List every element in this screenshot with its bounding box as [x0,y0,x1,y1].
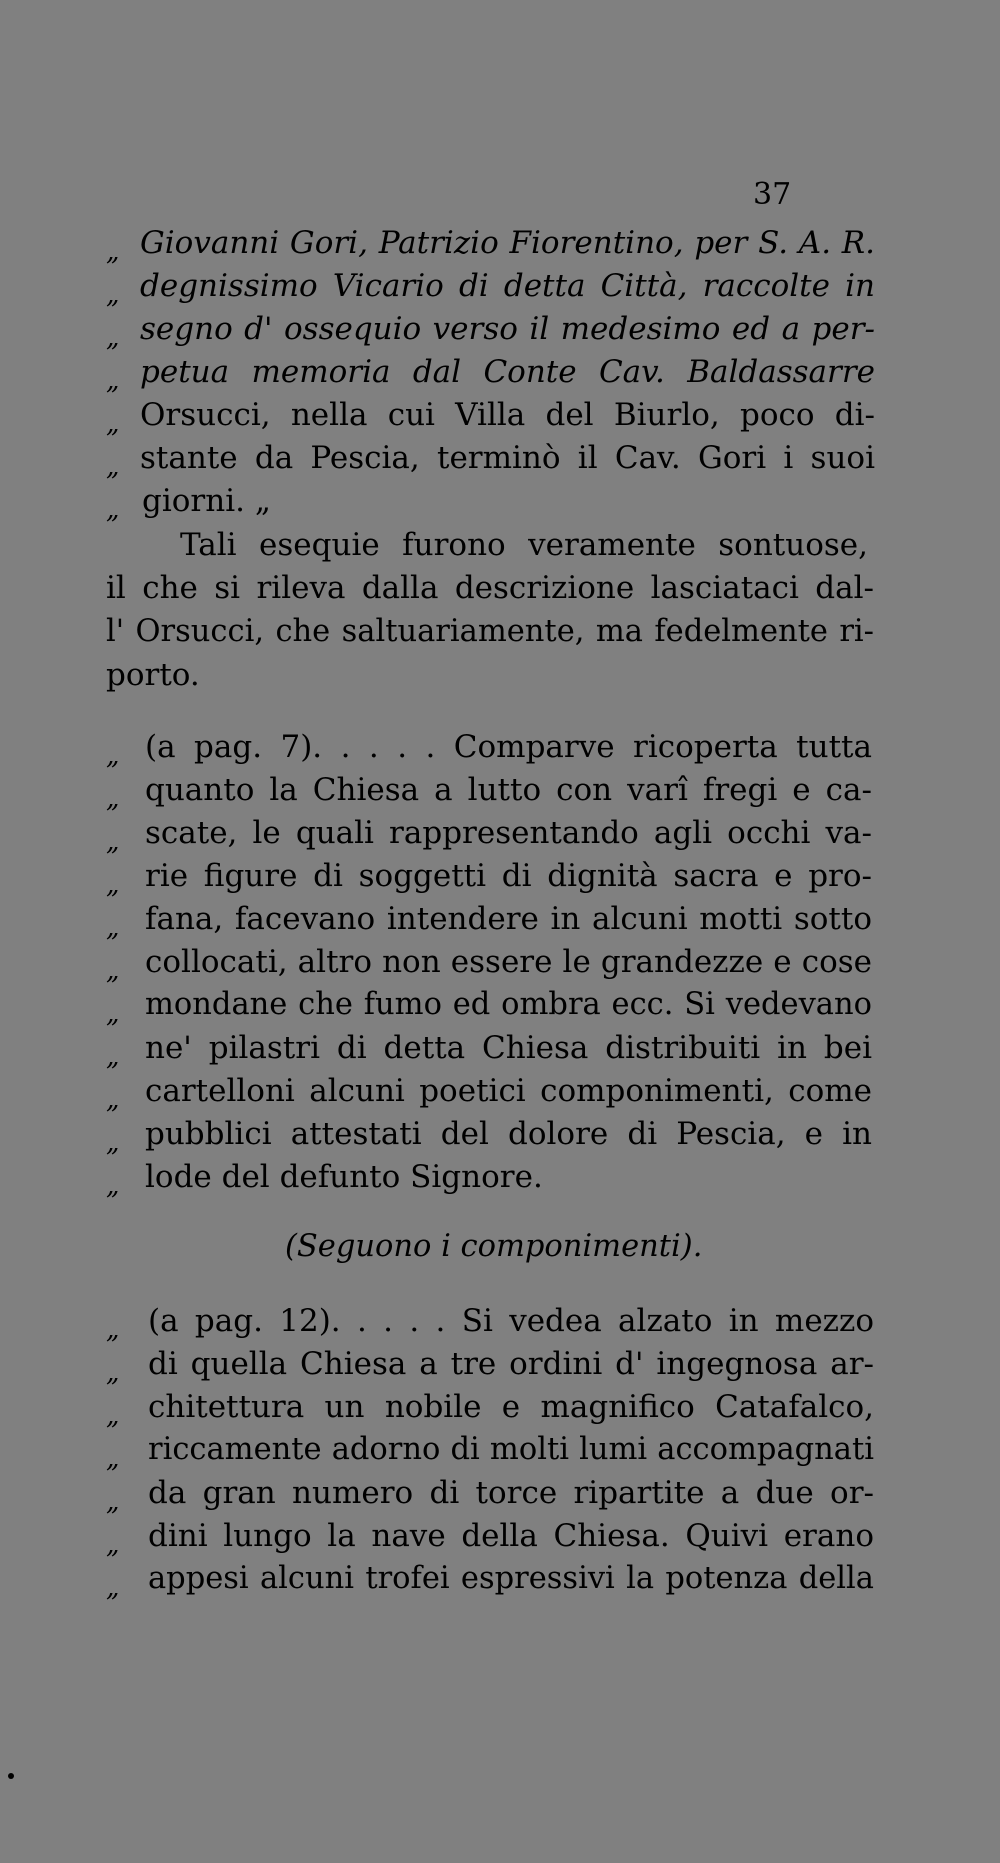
text-line [0,1113,1000,1158]
quote-mark: „ [106,409,120,439]
line-text: quanto la Chiesa a lutto con varî fregi e ca- [145,772,872,808]
quote-mark: „ [106,784,120,814]
quote-mark: „ [106,956,120,986]
line-text: giorni. „ [142,483,271,519]
line-text: collocati, altro non essere le grandezze e cose [145,944,872,980]
line-text: porto. [106,657,200,693]
line-text: segno d' ossequio verso il medesimo ed a per- [140,311,875,347]
quote-mark: „ [106,452,120,482]
quote-mark: „ [106,1487,120,1517]
line-text: degnissimo Vicario di detta Città, raccolte in [140,268,875,304]
text-line [0,855,1000,900]
text-line [0,567,1000,609]
text-line [0,769,1000,814]
text-line [0,265,1000,310]
text-line [0,941,1000,986]
line-text: (Seguono i componimenti). [285,1229,703,1264]
text-line [0,1070,1000,1115]
quote-mark: „ [106,1085,120,1115]
line-text: (a pag. 7). . . . . Comparve ricoperta tutta [145,729,872,765]
quote-mark: „ [106,323,120,353]
quote-mark: „ [106,1315,120,1345]
text-line [0,1472,1000,1517]
line-text: Tali esequie furono veramente sontuose, [180,527,868,563]
quote-mark: „ [106,1171,120,1201]
quote-mark: „ [106,1128,120,1158]
text-line [0,726,1000,771]
line-text: da gran numero di torce ripartite a due or- [148,1475,874,1511]
quote-mark: „ [106,1042,120,1072]
text-line [0,524,1000,566]
line-text: Giovanni Gori, Patrizio Fiorentino, per S. A. R. [140,225,875,261]
line-text: dini lungo la nave della Chiesa. Quivi erano [148,1518,874,1554]
text-line [0,898,1000,943]
line-text: ne' pilastri di detta Chiesa distribuiti in bei [145,1030,872,1066]
quote-mark: „ [106,495,120,525]
text-line [0,351,1000,396]
margin-mark [8,1773,14,1779]
line-text: l' Orsucci, che saltuariamente, ma fedelmente ri- [106,614,874,649]
line-text: petua memoria dal Conte Cav. Baldassarre [140,354,875,390]
quote-mark: „ [106,999,120,1029]
quote-mark: „ [106,1358,120,1388]
line-text: appesi alcuni trofei espressivi la potenza della [148,1561,874,1596]
quote-mark: „ [106,1401,120,1431]
quote-mark: „ [106,741,120,771]
line-text: di quella Chiesa a tre ordini d' ingegnosa ar- [148,1346,874,1382]
page-number: 37 [753,177,792,212]
text-line [0,480,1000,525]
quote-mark: „ [106,870,120,900]
line-text: Orsucci, nella cui Villa del Biurlo, poco di- [140,397,875,433]
text-line [0,1386,1000,1431]
line-text: cartelloni alcuni poetici componimenti, come [145,1073,872,1109]
text-line [0,1027,1000,1072]
line-text: pubblici attestati del dolore di Pescia, e in [145,1116,872,1152]
text-line [0,654,1000,696]
line-text: scate, le quali rappresentando agli occhi va- [145,815,872,851]
text-line [0,308,1000,353]
text-line [0,812,1000,857]
quote-mark: „ [106,280,120,310]
line-text: riccamente adorno di molti lumi accompagnati [148,1432,874,1467]
text-line [0,222,1000,267]
quote-mark: „ [106,1530,120,1560]
line-text: fana, facevano intendere in alcuni motti sotto [145,901,872,937]
text-line [0,984,1000,1029]
text-line [0,611,1000,653]
text-line [0,394,1000,439]
text-line [0,1226,1000,1268]
text-line [0,1156,1000,1201]
line-text: lode del defunto Signore. [145,1159,543,1195]
quote-mark: „ [106,366,120,396]
text-line [0,1515,1000,1560]
quote-mark: „ [106,237,120,267]
line-text: (a pag. 12). . . . . Si vedea alzato in mezzo [148,1303,874,1339]
text-line [0,1300,1000,1345]
text-line [0,1343,1000,1388]
quote-mark: „ [106,1444,120,1474]
line-text: chitettura un nobile e magnifico Catafalco, [148,1389,874,1425]
quote-mark: „ [106,913,120,943]
text-line [0,1429,1000,1474]
line-text: stante da Pescia, terminò il Cav. Gori i suoi [140,440,875,476]
quote-mark: „ [106,1573,120,1603]
text-line [0,1558,1000,1603]
line-text: mondane che fumo ed ombra ecc. Si vedevano [145,987,872,1022]
quote-mark: „ [106,827,120,857]
text-line [0,437,1000,482]
line-text: il che si rileva dalla descrizione lasciataci dal- [106,570,874,606]
line-text: rie figure di soggetti di dignità sacra e pro- [145,858,872,894]
